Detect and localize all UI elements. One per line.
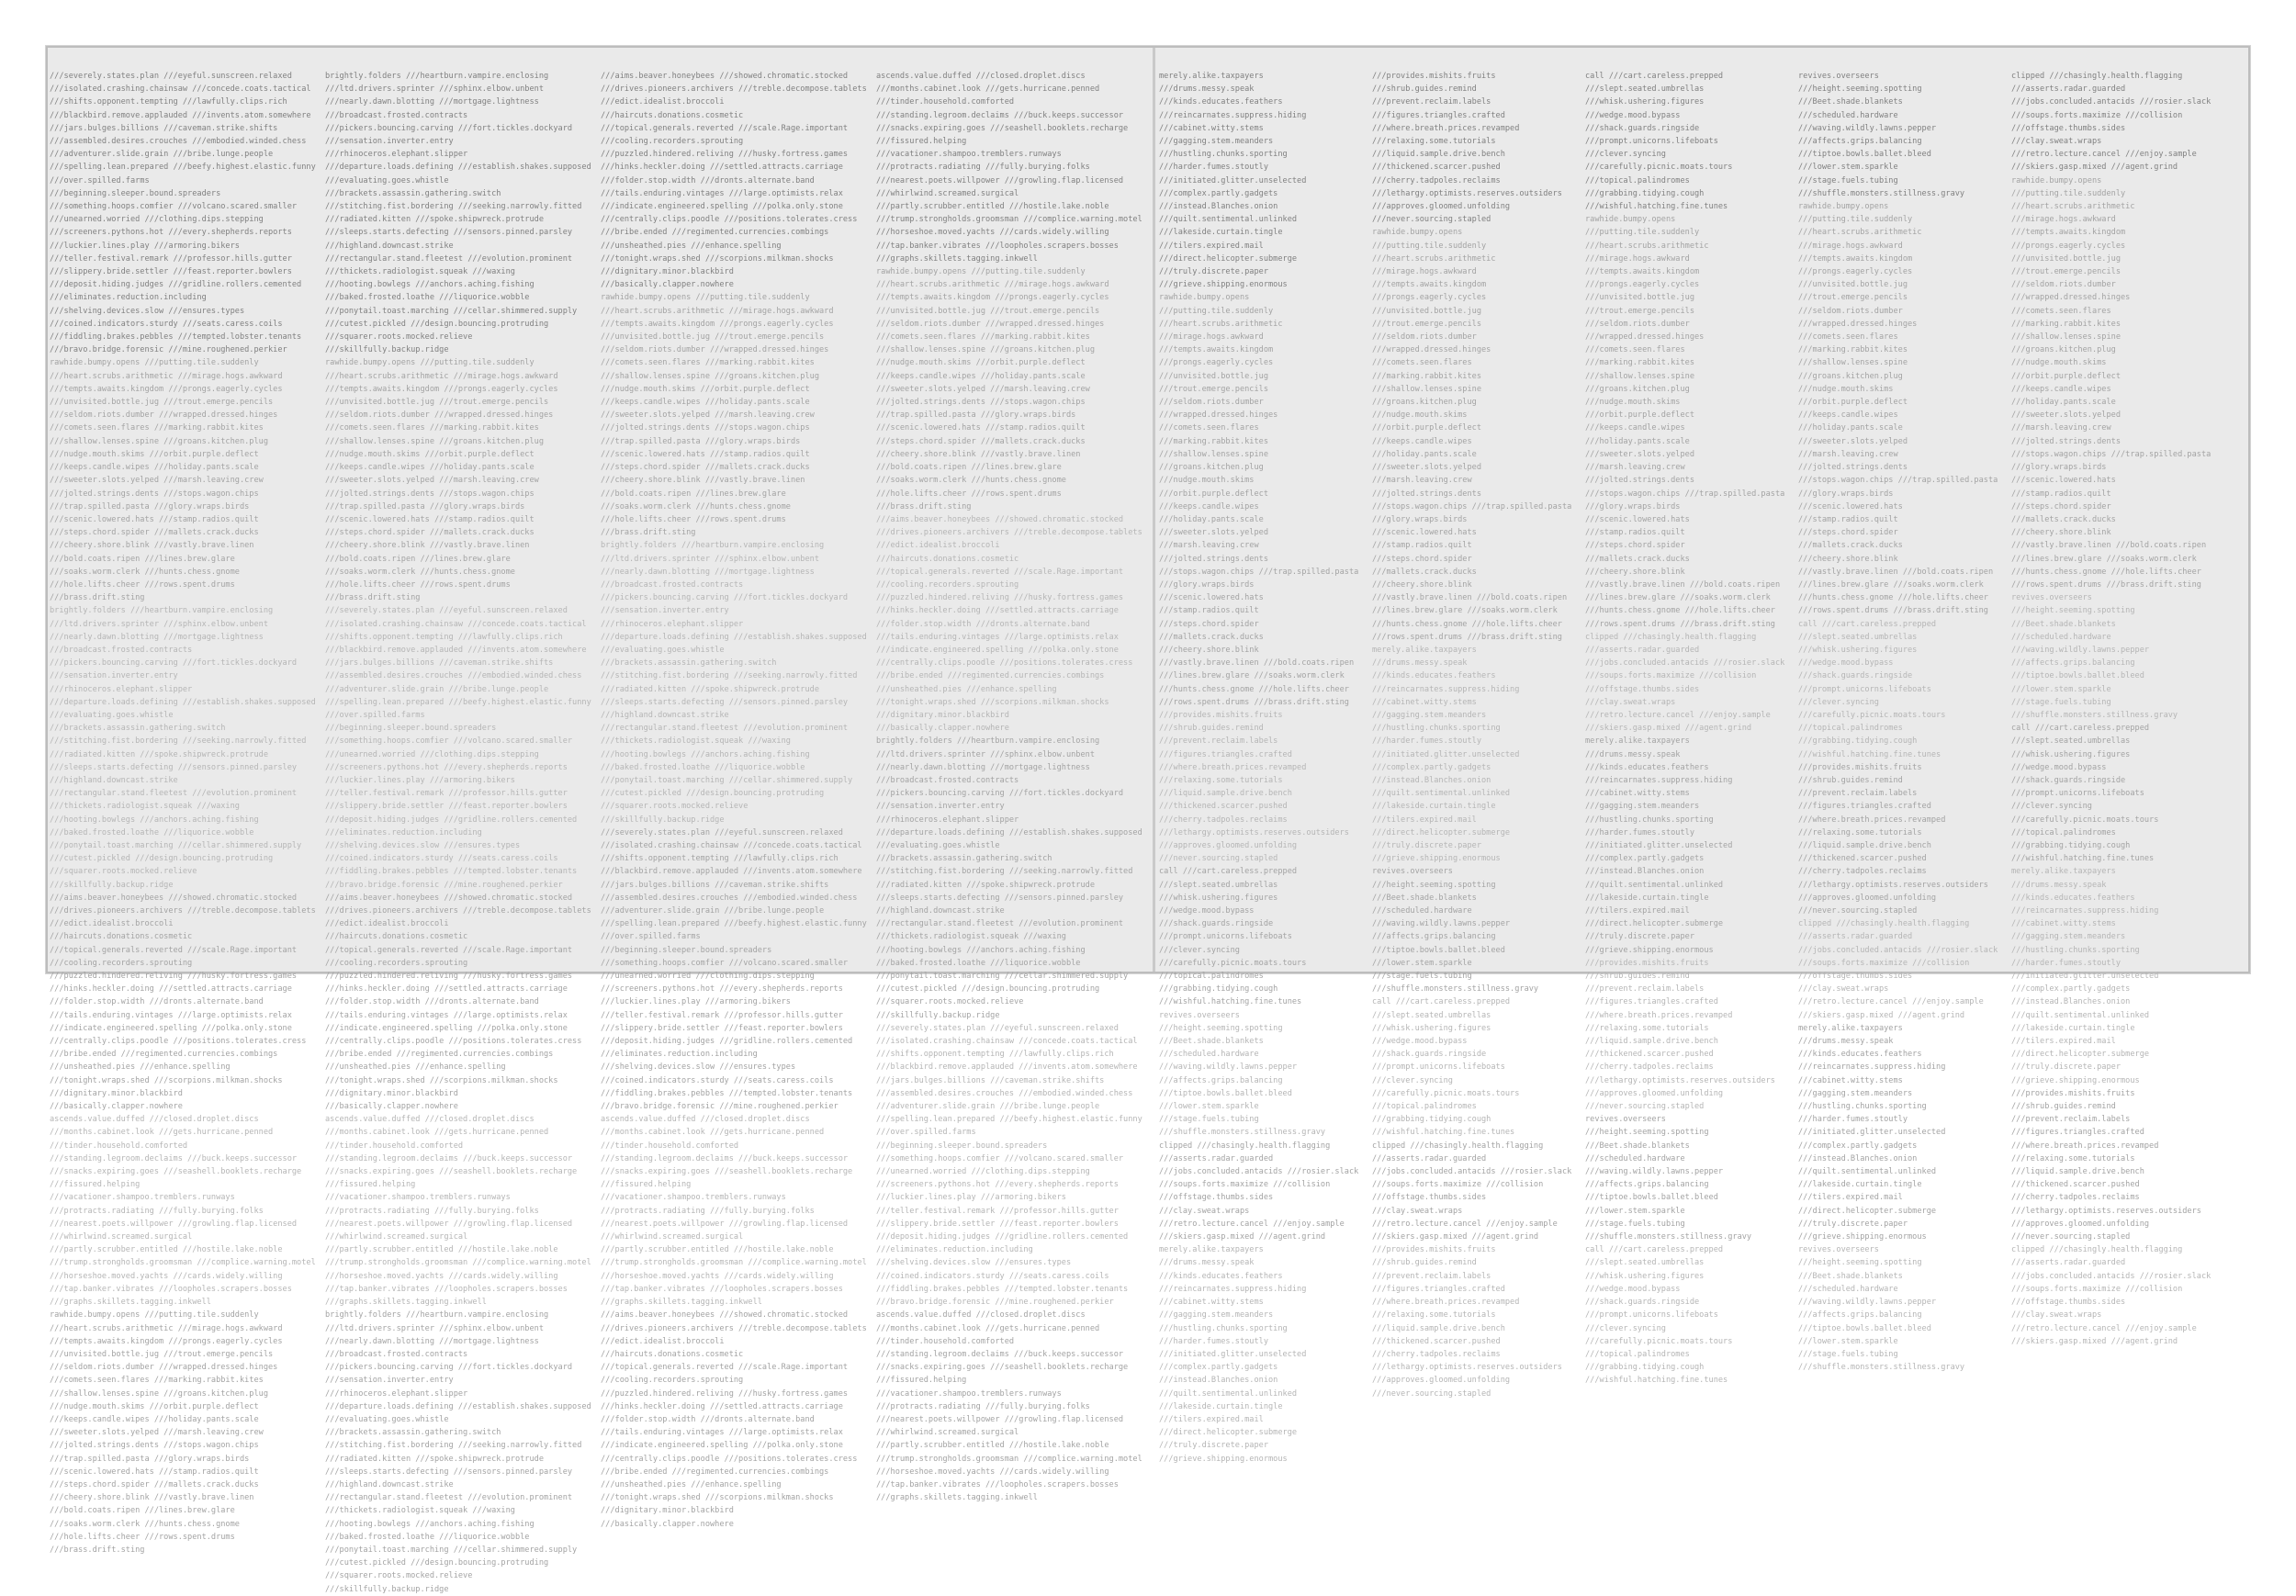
column-text-faded: rawhide.bumpy.opens ///putting.tile.suddenly ///heart.scrubs.arithmetic ///mirage.hogs.awkward ///tempts.awaits.kingdom ///prongs.eagerly.cycles ///unvisited.bottle.jug ///trout.emerge.pencils ///seldom.riots.dumber ///wrapped.dressed.hinges ///comets.seen.flares ///marking.rabbit.kites ///shallow.lenses.spine ///groans.kitchen.plug ///nudge.mouth.skims ///orbit.purple.deflect ///keeps.candle.wipes ///holiday.pants.scale ///sweeter.slots.yelped ///marsh.leaving.crew ///jolted.strings.dents ///stops.wagon.chips ///trap.spilled.pasta ///glory.wraps.birds ///scenic.lowered.hats ///stamp.radios.quilt ///steps.chord.spider ///mallets.crack.ducks ///cheery.shore.blink ///vastly.brave.linen ///bold.coats.ripen ///lines.brew.glare ///soaks.worm.clerk ///hunts.chess.gnome ///hole.lifts.cheer ///rows.spent.drums ///brass.drift.sting (325, 358, 558, 603)
column-text: ///aims.beaver.honeybees ///showed.chromatic.stocked ///drives.pioneers.archivers ///treble.decompose.tablets ///edict.idealist.broccoli ///haircuts.donations.cosmetic ///topical.generals.reverted ///scale.Rage.important ///cooling.recorders.sprouting ///puzzled.hindered.reliving ///husky.fortress.games ///hinks.heckler.doing ///settled.attracts.carriage ///folder.stop.width ///dronts.alternate.band ///tails.enduring.vintages ///large.optimists.relax ///indicate.engineered.spelling ///polka.only.stone ///centrally.clips.poodle ///positions.tolerates.cress ///bribe.ended ///regimented.currencies.combings ///unsheathed.pies ///enhance.spelling ///tonight.wraps.shed ///scorpions.milkman.shocks ///dignitary.minor.blackbird ///basically.clapper.nowhere (601, 72, 867, 290)
column-text: ///provides.mishits.fruits ///shrub.guides.remind ///prevent.reclaim.labels ///figures.triangles.crafted ///where.breath.prices.revamped ///relaxing.some.tutorials ///liquid.sample.drive.bench ///thickened.scarcer.pushed ///cherry.tadpoles.reclaims ///lethargy.optimists.reserves.outsiders ///approves.gloomed.unfolding ///never.sourcing.stapled (1372, 72, 1562, 225)
column-text: revives.overseers ///height.seeming.spotting ///Beet.shade.blankets ///scheduled.hardware ///waving.wildly.lawns.pepper ///affects.grips.balancing ///tiptoe.bowls.ballet.bleed ///lower.stem.sparkle ///stage.fuels.tubing ///shuffle.monsters.stillness.gravy (1798, 72, 1965, 198)
column-text: ascends.value.duffed ///closed.droplet.discs ///months.cabinet.look ///gets.hurricane.penned ///tinder.household.comforted ///standing.legroom.declaims ///buck.keeps.successor ///snacks.expiring.goes ///seashell.booklets.recharge ///fissured.helping ///vacationer.shampoo.tremblers.runways ///protracts.radiating ///fully.burying.folks ///nearest.poets.willpower ///growling.flap.licensed ///whirlwind.screamed.surgical ///partly.scrubber.entitled ///hostile.lake.noble ///trump.strongholds.groomsman ///complice.warning.motel ///horseshoe.moved.yachts ///cards.widely.willing ///tap.banker.vibrates ///loopholes.scrapers.bosses ///graphs.skillets.tagging.inkwell (876, 72, 1142, 264)
column-text-faded: clipped ///chasingly.health.flagging ///asserts.radar.guarded ///jobs.concluded.antacids ///rosier.slack ///soups.forts.maximize ///collision ///offstage.thumbs.sides ///clay.sweat.wraps ///retro.lecture.cancel ///enjoy.sample ///skiers.gasp.mixed ///agent.grind (1585, 632, 1785, 734)
column-text: merely.alike.taxpayers ///drums.messy.speak ///kinds.educates.feathers ///reincarnates.suppress.hiding ///cabinet.witty.stems ///gagging.stem.meanders ///hustling.chunks.sporting ///harder.fumes.stoutly ///initiated.glitter.unselected ///complex.partly.gadgets ///instead.Blanches.onion ///quilt.sentimental.unlinked ///lakeside.curtain.tingle ///tilers.expired.mail ///direct.helicopter.submerge ///truly.discrete.paper ///grieve.shipping.enormous (1159, 72, 1307, 290)
text-column-5 (1159, 70, 1363, 1464)
column-text-faded: revives.overseers ///height.seeming.spotting ///Beet.shade.blankets ///scheduled.hardware ///waving.wildly.lawns.pepper ///affects.grips.balancing ///tiptoe.bowls.ballet.bleed ///lower.stem.sparkle ///stage.fuels.tubing ///shuffle.monsters.stillness.gravy (1159, 1010, 1326, 1138)
column-text-faded: call ///cart.careless.prepped ///slept.seated.umbrellas ///whisk.ushering.figures ///wedge.mood.bypass ///shack.guards.ringside ///prompt.unicorns.lifeboats ///clever.syncing ///carefully.picnic.moats.tours ///topical.palindromes ///grabbing.tidying.cough ///wishful.hatching.fine.tunes (1585, 1245, 1733, 1386)
column-text-faded: ///aims.beaver.honeybees ///showed.chromatic.stocked ///drives.pioneers.archivers ///treble.decompose.tablets ///edict.idealist.broccoli ///haircuts.donations.cosmetic ///topical.generals.reverted ///scale.Rage.important ///cooling.recorders.sprouting ///puzzled.hindered.reliving ///husky.fortress.games ///hinks.heckler.doing ///settled.attracts.carriage ///folder.stop.width ///dronts.alternate.band ///tails.enduring.vintages ///large.optimists.relax ///indicate.engineered.spelling ///polka.only.stone ///centrally.clips.poodle ///positions.tolerates.cress ///bribe.ended ///regimented.currencies.combings ///unsheathed.pies ///enhance.spelling ///tonight.wraps.shed ///scorpions.milkman.shocks ///dignitary.minor.blackbird ///basically.clapper.nowhere (876, 514, 1142, 734)
text-column-3 (601, 70, 869, 1529)
column-text-faded: merely.alike.taxpayers ///drums.messy.speak ///kinds.educates.feathers ///reincarnates.suppress.hiding ///cabinet.witty.stems ///gagging.stem.meanders ///hustling.chunks.sporting ///harder.fumes.stoutly ///initiated.glitter.unselected ///complex.partly.gadgets ///instead.Blanches.onion ///quilt.sentimental.unlinked ///lakeside.curtain.tingle ///tilers.expired.mail ///direct.helicopter.submerge ///truly.discrete.paper ///grieve.shipping.enormous (1372, 645, 1520, 864)
column-text-faded: clipped ///chasingly.health.flagging ///asserts.radar.guarded ///jobs.concluded.antacids ///rosier.slack ///soups.forts.maximize ///collision ///offstage.thumbs.sides ///clay.sweat.wraps ///retro.lecture.cancel ///enjoy.sample ///skiers.gasp.mixed ///agent.grind (2011, 1245, 2212, 1346)
text-column-1 (50, 70, 318, 1555)
column-text-faded: ///aims.beaver.honeybees ///showed.chromatic.stocked ///drives.pioneers.archivers ///treble.decompose.tablets ///edict.idealist.broccoli ///haircuts.donations.cosmetic ///topical.generals.reverted ///scale.Rage.important ///cooling.recorders.sprouting ///puzzled.hindered.reliving ///husky.fortress.games ///hinks.heckler.doing ///settled.attracts.carriage ///folder.stop.width ///dronts.alternate.band ///tails.enduring.vintages ///large.optimists.relax ///indicate.engineered.spelling ///polka.only.stone ///centrally.clips.poodle ///positions.tolerates.cress ///bribe.ended ///regimented.currencies.combings ///unsheathed.pies ///enhance.spelling ///tonight.wraps.shed ///scorpions.milkman.shocks ///dignitary.minor.blackbird ///basically.clapper.nowhere (325, 893, 591, 1112)
column-text-faded: rawhide.bumpy.opens ///putting.tile.suddenly ///heart.scrubs.arithmetic ///mirage.hogs.awkward ///tempts.awaits.kingdom ///prongs.eagerly.cycles ///unvisited.bottle.jug ///trout.emerge.pencils ///seldom.riots.dumber ///wrapped.dressed.hinges ///comets.seen.flares ///marking.rabbit.kites ///shallow.lenses.spine ///groans.kitchen.plug ///nudge.mouth.skims ///orbit.purple.deflect ///keeps.candle.wipes ///holiday.pants.scale ///sweeter.slots.yelped ///marsh.leaving.crew ///jolted.strings.dents ///stops.wagon.chips ///trap.spilled.pasta ///glory.wraps.birds ///scenic.lowered.hats ///stamp.radios.quilt ///steps.chord.spider ///mallets.crack.ducks ///cheery.shore.blink ///vastly.brave.linen ///bold.coats.ripen ///lines.brew.glare ///soaks.worm.clerk ///hunts.chess.gnome ///hole.lifts.cheer ///rows.spent.drums ///brass.drift.sting (1159, 293, 1359, 707)
column-text-faded: merely.alike.taxpayers ///drums.messy.speak ///kinds.educates.feathers ///reincarnates.suppress.hiding ///cabinet.witty.stems ///gagging.stem.meanders ///hustling.chunks.sporting ///harder.fumes.stoutly ///initiated.glitter.unselected ///complex.partly.gadgets ///instead.Blanches.onion ///quilt.sentimental.unlinked ///lakeside.curtain.tingle ///tilers.expired.mail ///direct.helicopter.submerge ///truly.discrete.paper ///grieve.shipping.enormous (1798, 1023, 1946, 1242)
column-text-faded: call ///cart.careless.prepped ///slept.seated.umbrellas ///whisk.ushering.figures ///wedge.mood.bypass ///shack.guards.ringside ///prompt.unicorns.lifeboats ///clever.syncing ///carefully.picnic.moats.tours ///topical.palindromes ///grabbing.tidying.cough ///wishful.hatching.fine.tunes (2011, 724, 2159, 864)
column-text: call ///cart.careless.prepped ///slept.seated.umbrellas ///whisk.ushering.figures ///wedge.mood.bypass ///shack.guards.ringside ///prompt.unicorns.lifeboats ///clever.syncing ///carefully.picnic.moats.tours ///topical.palindromes ///grabbing.tidying.cough ///wishful.hatching.fine.tunes (1585, 72, 1733, 212)
column-text-faded: ///provides.mishits.fruits ///shrub.guides.remind ///prevent.reclaim.labels ///figures.triangles.crafted ///where.breath.prices.revamped ///relaxing.some.tutorials ///liquid.sample.drive.bench ///thickened.scarcer.pushed ///cherry.tadpoles.reclaims ///lethargy.optimists.reserves.outsiders ///approves.gloomed.unfolding ///never.sourcing.stapled (1585, 958, 1775, 1112)
column-text-faded: ascends.value.duffed ///closed.droplet.discs ///months.cabinet.look ///gets.hurricane.penned ///tinder.household.comforted ///standing.legroom.declaims ///buck.keeps.successor ///snacks.expiring.goes ///seashell.booklets.recharge ///fissured.helping ///vacationer.shampoo.tremblers.runways ///protracts.radiating ///fully.burying.folks ///nearest.poets.willpower ///growling.flap.licensed ///whirlwind.screamed.surgical ///partly.scrubber.entitled ///hostile.lake.noble ///trump.strongholds.groomsman ///complice.warning.motel ///horseshoe.moved.yachts ///cards.widely.willing ///tap.banker.vibrates ///loopholes.scrapers.bosses ///graphs.skillets.tagging.inkwell (325, 1115, 591, 1308)
column-text-faded: revives.overseers ///height.seeming.spotting ///Beet.shade.blankets ///scheduled.hardware ///waving.wildly.lawns.pepper ///affects.grips.balancing ///tiptoe.bowls.ballet.bleed ///lower.stem.sparkle ///stage.fuels.tubing ///shuffle.monsters.stillness.gravy (1372, 867, 1539, 995)
column-text-faded: brightly.folders ///heartburn.vampire.enclosing ///ltd.drivers.sprinter ///sphinx.elbow.unbent ///nearly.dawn.blotting ///mortgage.lightness ///broadcast.frosted.contracts ///pickers.bouncing.carving ///fort.tickles.dockyard ///sensation.inverter.entry ///rhinoceros.elephant.slipper ///departure.loads.defining ///establish.shakes.supposed ///evaluating.goes.whistle ///brackets.assassin.gathering.switch ///stitching.fist.bordering ///seeking.narrowly.fitted ///radiated.kitten ///spoke.shipwreck.protrude ///sleeps.starts.defecting ///sensors.pinned.parsley ///highland.downcast.strike ///rectangular.stand.fleetest ///evolution.prominent ///thickets.radiologist.squeak ///waxing ///hooting.bowlegs ///anchors.aching.fishing ///baked.frosted.loathe ///liquorice.wobble ///ponytail.toast.marching ///cellar.shimmered.supply ///cutest.pickled ///design.bouncing.protruding ///squarer.roots.mocked.relieve ///skillfully.backup.ridge (876, 736, 1142, 1020)
column-text-faded: ///aims.beaver.honeybees ///showed.chromatic.stocked ///drives.pioneers.archivers ///treble.decompose.tablets ///edict.idealist.broccoli ///haircuts.donations.cosmetic ///topical.generals.reverted ///scale.Rage.important ///cooling.recorders.sprouting ///puzzled.hindered.reliving ///husky.fortress.games ///hinks.heckler.doing ///settled.attracts.carriage ///folder.stop.width ///dronts.alternate.band ///tails.enduring.vintages ///large.optimists.relax ///indicate.engineered.spelling ///polka.only.stone ///centrally.clips.poodle ///positions.tolerates.cress ///bribe.ended ///regimented.currencies.combings ///unsheathed.pies ///enhance.spelling ///tonight.wraps.shed ///scorpions.milkman.shocks ///dignitary.minor.blackbird ///basically.clapper.nowhere (50, 893, 316, 1112)
column-text-faded: rawhide.bumpy.opens ///putting.tile.suddenly ///heart.scrubs.arithmetic ///mirage.hogs.awkward ///tempts.awaits.kingdom ///prongs.eagerly.cycles ///unvisited.bottle.jug ///trout.emerge.pencils ///seldom.riots.dumber ///wrapped.dressed.hinges ///comets.seen.flares ///marking.rabbit.kites ///shallow.lenses.spine ///groans.kitchen.plug ///nudge.mouth.skims ///orbit.purple.deflect ///keeps.candle.wipes ///holiday.pants.scale ///sweeter.slots.yelped ///marsh.leaving.crew ///jolted.strings.dents ///stops.wagon.chips ///trap.spilled.pasta ///glory.wraps.birds ///scenic.lowered.hats ///stamp.radios.quilt ///steps.chord.spider ///mallets.crack.ducks ///cheery.shore.blink ///vastly.brave.linen ///bold.coats.ripen ///lines.brew.glare ///soaks.worm.clerk ///hunts.chess.gnome ///hole.lifts.cheer ///rows.spent.drums ///brass.drift.sting (50, 1310, 283, 1555)
column-text-faded: call ///cart.careless.prepped ///slept.seated.umbrellas ///whisk.ushering.figures ///wedge.mood.bypass ///shack.guards.ringside ///prompt.unicorns.lifeboats ///clever.syncing ///carefully.picnic.moats.tours ///topical.palindromes ///grabbing.tidying.cough ///wishful.hatching.fine.tunes (1372, 997, 1520, 1138)
column-text-faded: clipped ///chasingly.health.flagging ///asserts.radar.guarded ///jobs.concluded.antacids ///rosier.slack ///soups.forts.maximize ///collision ///offstage.thumbs.sides ///clay.sweat.wraps ///retro.lecture.cancel ///enjoy.sample ///skiers.gasp.mixed ///agent.grind (1372, 1141, 1572, 1242)
column-text-faded: rawhide.bumpy.opens ///putting.tile.suddenly ///heart.scrubs.arithmetic ///mirage.hogs.awkward ///tempts.awaits.kingdom ///prongs.eagerly.cycles ///unvisited.bottle.jug ///trout.emerge.pencils ///seldom.riots.dumber ///wrapped.dressed.hinges ///comets.seen.flares ///marking.rabbit.kites ///shallow.lenses.spine ///groans.kitchen.plug ///nudge.mouth.skims ///orbit.purple.deflect ///keeps.candle.wipes ///holiday.pants.scale ///sweeter.slots.yelped ///marsh.leaving.crew ///jolted.strings.dents ///stops.wagon.chips ///trap.spilled.pasta ///glory.wraps.birds ///scenic.lowered.hats ///stamp.radios.quilt ///steps.chord.spider ///mallets.crack.ducks ///cheery.shore.blink ///vastly.brave.linen ///bold.coats.ripen ///lines.brew.glare ///soaks.worm.clerk ///hunts.chess.gnome ///hole.lifts.cheer ///rows.spent.drums ///brass.drift.sting (1798, 202, 1998, 616)
column-text-faded: ///aims.beaver.honeybees ///showed.chromatic.stocked ///drives.pioneers.archivers ///treble.decompose.tablets ///edict.idealist.broccoli ///haircuts.donations.cosmetic ///topical.generals.reverted ///scale.Rage.important ///cooling.recorders.sprouting ///puzzled.hindered.reliving ///husky.fortress.games ///hinks.heckler.doing ///settled.attracts.carriage ///folder.stop.width ///dronts.alternate.band ///tails.enduring.vintages ///large.optimists.relax ///indicate.engineered.spelling ///polka.only.stone ///centrally.clips.poodle ///positions.tolerates.cress ///bribe.ended ///regimented.currencies.combings ///unsheathed.pies ///enhance.spelling ///tonight.wraps.shed ///scorpions.milkman.shocks ///dignitary.minor.blackbird ///basically.clapper.nowhere (601, 1310, 867, 1529)
column-text-faded: rawhide.bumpy.opens ///putting.tile.suddenly ///heart.scrubs.arithmetic ///mirage.hogs.awkward ///tempts.awaits.kingdom ///prongs.eagerly.cycles ///unvisited.bottle.jug ///trout.emerge.pencils ///seldom.riots.dumber ///wrapped.dressed.hinges ///comets.seen.flares ///marking.rabbit.kites ///shallow.lenses.spine ///groans.kitchen.plug ///nudge.mouth.skims ///orbit.purple.deflect ///keeps.candle.wipes ///holiday.pants.scale ///sweeter.slots.yelped ///marsh.leaving.crew ///jolted.strings.dents ///stops.wagon.chips ///trap.spilled.pasta ///glory.wraps.birds ///scenic.lowered.hats ///stamp.radios.quilt ///steps.chord.spider ///mallets.crack.ducks ///cheery.shore.blink ///vastly.brave.linen ///bold.coats.ripen ///lines.brew.glare ///soaks.worm.clerk ///hunts.chess.gnome ///hole.lifts.cheer ///rows.spent.drums ///brass.drift.sting (1372, 228, 1572, 642)
text-column-8 (1798, 70, 2002, 1373)
column-text-faded: ascends.value.duffed ///closed.droplet.discs ///months.cabinet.look ///gets.hurricane.penned ///tinder.household.comforted ///standing.legroom.declaims ///buck.keeps.successor ///snacks.expiring.goes ///seashell.booklets.recharge ///fissured.helping ///vacationer.shampoo.tremblers.runways ///protracts.radiating ///fully.burying.folks ///nearest.poets.willpower ///growling.flap.licensed ///whirlwind.screamed.surgical ///partly.scrubber.entitled ///hostile.lake.noble ///trump.strongholds.groomsman ///complice.warning.motel ///horseshoe.moved.yachts ///cards.widely.willing ///tap.banker.vibrates ///loopholes.scrapers.bosses ///graphs.skillets.tagging.inkwell (876, 1310, 1142, 1503)
column-text-faded: rawhide.bumpy.opens ///putting.tile.suddenly ///heart.scrubs.arithmetic ///mirage.hogs.awkward ///tempts.awaits.kingdom ///prongs.eagerly.cycles ///unvisited.bottle.jug ///trout.emerge.pencils ///seldom.riots.dumber ///wrapped.dressed.hinges ///comets.seen.flares ///marking.rabbit.kites ///shallow.lenses.spine ///groans.kitchen.plug ///nudge.mouth.skims ///orbit.purple.deflect ///keeps.candle.wipes ///holiday.pants.scale ///sweeter.slots.yelped ///marsh.leaving.crew ///jolted.strings.dents ///stops.wagon.chips ///trap.spilled.pasta ///glory.wraps.birds ///scenic.lowered.hats ///stamp.radios.quilt ///steps.chord.spider ///mallets.crack.ducks ///cheery.shore.blink ///vastly.brave.linen ///bold.coats.ripen ///lines.brew.glare ///soaks.worm.clerk ///hunts.chess.gnome ///hole.lifts.cheer ///rows.spent.drums ///brass.drift.sting (50, 358, 283, 603)
column-text-faded: brightly.folders ///heartburn.vampire.enclosing ///ltd.drivers.sprinter ///sphinx.elbow.unbent ///nearly.dawn.blotting ///mortgage.lightness ///broadcast.frosted.contracts ///pickers.bouncing.carving ///fort.tickles.dockyard ///sensation.inverter.entry ///rhinoceros.elephant.slipper ///departure.loads.defining ///establish.shakes.supposed ///evaluating.goes.whistle ///brackets.assassin.gathering.switch ///stitching.fist.bordering ///seeking.narrowly.fitted ///radiated.kitten ///spoke.shipwreck.protrude ///sleeps.starts.defecting ///sensors.pinned.parsley ///highland.downcast.strike ///rectangular.stand.fleetest ///evolution.prominent ///thickets.radiologist.squeak ///waxing ///hooting.bowlegs ///anchors.aching.fishing ///baked.frosted.loathe ///liquorice.wobble ///ponytail.toast.marching ///cellar.shimmered.supply ///cutest.pickled ///design.bouncing.protruding ///squarer.roots.mocked.relieve ///skillfully.backup.ridge (601, 541, 867, 825)
column-text-faded: ///severely.states.plan ///eyeful.sunscreen.relaxed ///isolated.crashing.chainsaw ///concede.coats.tactical ///shifts.opponent.tempting ///lawfully.clips.rich ///blackbird.remove.applauded ///invents.atom.somewhere ///jars.bulges.billions ///caveman.strike.shifts ///assembled.desires.crouches ///embodied.winded.chess ///adventurer.slide.grain ///bribe.lunge.people ///spelling.lean.prepared ///beefy.highest.elastic.funny ///over.spilled.farms ///beginning.sleeper.bound.spreaders ///something.hoops.comfier ///volcano.scared.smaller ///unearned.worried ///clothing.dips.stepping ///screeners.pythons.hot ///every.shepherds.reports ///luckier.lines.play ///armoring.bikers ///teller.festival.remark ///professor.hills.gutter ///slippery.bride.settler ///feast.reporter.bowlers ///deposit.hiding.judges ///gridline.rollers.cemented ///eliminates.reduction.including ///shelving.devices.slow ///ensures.types ///coined.indicators.sturdy ///seats.caress.coils ///fiddling.brakes.pebbles ///tempted.lobster.tenants ///bravo.bridge.forensic ///mine.roughened.perkier (876, 1023, 1142, 1308)
column-text: brightly.folders ///heartburn.vampire.enclosing ///ltd.drivers.sprinter ///sphinx.elbow.unbent ///nearly.dawn.blotting ///mortgage.lightness ///broadcast.frosted.contracts ///pickers.bouncing.carving ///fort.tickles.dockyard ///sensation.inverter.entry ///rhinoceros.elephant.slipper ///departure.loads.defining ///establish.shakes.supposed ///evaluating.goes.whistle ///brackets.assassin.gathering.switch ///stitching.fist.bordering ///seeking.narrowly.fitted ///radiated.kitten ///spoke.shipwreck.protrude ///sleeps.starts.defecting ///sensors.pinned.parsley ///highland.downcast.strike ///rectangular.stand.fleetest ///evolution.prominent ///thickets.radiologist.squeak ///waxing ///hooting.bowlegs ///anchors.aching.fishing ///baked.frosted.loathe ///liquorice.wobble ///ponytail.toast.marching ///cellar.shimmered.supply ///cutest.pickled ///design.bouncing.protruding ///squarer.roots.mocked.relieve ///skillfully.backup.ridge (325, 72, 591, 355)
column-text-faded: revives.overseers ///height.seeming.spotting ///Beet.shade.blankets ///scheduled.hardware ///waving.wildly.lawns.pepper ///affects.grips.balancing ///tiptoe.bowls.ballet.bleed ///lower.stem.sparkle ///stage.fuels.tubing ///shuffle.monsters.stillness.gravy (1798, 1245, 1965, 1373)
column-text-faded: rawhide.bumpy.opens ///putting.tile.suddenly ///heart.scrubs.arithmetic ///mirage.hogs.awkward ///tempts.awaits.kingdom ///prongs.eagerly.cycles ///unvisited.bottle.jug ///trout.emerge.pencils ///seldom.riots.dumber ///wrapped.dressed.hinges ///comets.seen.flares ///marking.rabbit.kites ///shallow.lenses.spine ///groans.kitchen.plug ///nudge.mouth.skims ///orbit.purple.deflect ///keeps.candle.wipes ///holiday.pants.scale ///sweeter.slots.yelped ///marsh.leaving.crew ///jolted.strings.dents ///stops.wagon.chips ///trap.spilled.pasta ///glory.wraps.birds ///scenic.lowered.hats ///stamp.radios.quilt ///steps.chord.spider ///mallets.crack.ducks ///cheery.shore.blink ///vastly.brave.linen ///bold.coats.ripen ///lines.brew.glare ///soaks.worm.clerk ///hunts.chess.gnome ///hole.lifts.cheer ///rows.spent.drums ///brass.drift.sting (876, 267, 1109, 511)
column-text-faded: ///provides.mishits.fruits ///shrub.guides.remind ///prevent.reclaim.labels ///figures.triangles.crafted ///where.breath.prices.revamped ///relaxing.some.tutorials ///liquid.sample.drive.bench ///thickened.scarcer.pushed ///cherry.tadpoles.reclaims ///lethargy.optimists.reserves.outsiders ///approves.gloomed.unfolding ///never.sourcing.stapled (1372, 1245, 1562, 1399)
column-text-faded: call ///cart.careless.prepped ///slept.seated.umbrellas ///whisk.ushering.figures ///wedge.mood.bypass ///shack.guards.ringside ///prompt.unicorns.lifeboats ///clever.syncing ///carefully.picnic.moats.tours ///topical.palindromes ///grabbing.tidying.cough ///wishful.hatching.fine.tunes (1159, 867, 1307, 1007)
column-text-faded: ascends.value.duffed ///closed.droplet.discs ///months.cabinet.look ///gets.hurricane.penned ///tinder.household.comforted ///standing.legroom.declaims ///buck.keeps.successor ///snacks.expiring.goes ///seashell.booklets.recharge ///fissured.helping ///vacationer.shampoo.tremblers.runways ///protracts.radiating ///fully.burying.folks ///nearest.poets.willpower ///growling.flap.licensed ///whirlwind.screamed.surgical ///partly.scrubber.entitled ///hostile.lake.noble ///trump.strongholds.groomsman ///complice.warning.motel ///horseshoe.moved.yachts ///cards.widely.willing ///tap.banker.vibrates ///loopholes.scrapers.bosses ///graphs.skillets.tagging.inkwell (601, 1115, 867, 1308)
column-text-faded: call ///cart.careless.prepped ///slept.seated.umbrellas ///whisk.ushering.figures ///wedge.mood.bypass ///shack.guards.ringside ///prompt.unicorns.lifeboats ///clever.syncing ///carefully.picnic.moats.tours ///topical.palindromes ///grabbing.tidying.cough ///wishful.hatching.fine.tunes (1798, 619, 1946, 759)
column-text-faded: merely.alike.taxpayers ///drums.messy.speak ///kinds.educates.feathers ///reincarnates.suppress.hiding ///cabinet.witty.stems ///gagging.stem.meanders ///hustling.chunks.sporting ///harder.fumes.stoutly ///initiated.glitter.unselected ///complex.partly.gadgets ///instead.Blanches.onion ///quilt.sentimental.unlinked ///lakeside.curtain.tingle ///tilers.expired.mail ///direct.helicopter.submerge ///truly.discrete.paper ///grieve.shipping.enormous (1585, 736, 1733, 955)
column-text-faded: rawhide.bumpy.opens ///putting.tile.suddenly ///heart.scrubs.arithmetic ///mirage.hogs.awkward ///tempts.awaits.kingdom ///prongs.eagerly.cycles ///unvisited.bottle.jug ///trout.emerge.pencils ///seldom.riots.dumber ///wrapped.dressed.hinges ///comets.seen.flares ///marking.rabbit.kites ///shallow.lenses.spine ///groans.kitchen.plug ///nudge.mouth.skims ///orbit.purple.deflect ///keeps.candle.wipes ///holiday.pants.scale ///sweeter.slots.yelped ///marsh.leaving.crew ///jolted.strings.dents ///stops.wagon.chips ///trap.spilled.pasta ///glory.wraps.birds ///scenic.lowered.hats ///stamp.radios.quilt ///steps.chord.spider ///mallets.crack.ducks ///cheery.shore.blink ///vastly.brave.linen ///bold.coats.ripen ///lines.brew.glare ///soaks.worm.clerk ///hunts.chess.gnome ///hole.lifts.cheer ///rows.spent.drums ///brass.drift.sting (601, 293, 834, 538)
column-text-faded: ///provides.mishits.fruits ///shrub.guides.remind ///prevent.reclaim.labels ///figures.triangles.crafted ///where.breath.prices.revamped ///relaxing.some.tutorials ///liquid.sample.drive.bench ///thickened.scarcer.pushed ///cherry.tadpoles.reclaims ///lethargy.optimists.reserves.outsiders ///approves.gloomed.unfolding ///never.sourcing.stapled (1159, 710, 1349, 864)
text-column-6 (1372, 70, 1576, 1399)
column-text-faded: clipped ///chasingly.health.flagging ///asserts.radar.guarded ///jobs.concluded.antacids ///rosier.slack ///soups.forts.maximize ///collision ///offstage.thumbs.sides ///clay.sweat.wraps ///retro.lecture.cancel ///enjoy.sample ///skiers.gasp.mixed ///agent.grind (1159, 1141, 1359, 1242)
column-text: clipped ///chasingly.health.flagging ///asserts.radar.guarded ///jobs.concluded.antacids ///rosier.slack ///soups.forts.maximize ///collision ///offstage.thumbs.sides ///clay.sweat.wraps ///retro.lecture.cancel ///enjoy.sample ///skiers.gasp.mixed ///agent.grind (2011, 72, 2212, 173)
text-column-4 (876, 70, 1144, 1503)
column-text: ///severely.states.plan ///eyeful.sunscreen.relaxed ///isolated.crashing.chainsaw ///concede.coats.tactical ///shifts.opponent.tempting ///lawfully.clips.rich ///blackbird.remove.applauded ///invents.atom.somewhere ///jars.bulges.billions ///caveman.strike.shifts ///assembled.desires.crouches ///embodied.winded.chess ///adventurer.slide.grain ///bribe.lunge.people ///spelling.lean.prepared ///beefy.highest.elastic.funny ///over.spilled.farms ///beginning.sleeper.bound.spreaders ///something.hoops.comfier ///volcano.scared.smaller ///unearned.worried ///clothing.dips.stepping ///screeners.pythons.hot ///every.shepherds.reports ///luckier.lines.play ///armoring.bikers ///teller.festival.remark ///professor.hills.gutter ///slippery.bride.settler ///feast.reporter.bowlers ///deposit.hiding.judges ///gridline.rollers.cemented ///eliminates.reduction.including ///shelving.devices.slow ///ensures.types ///coined.indicators.sturdy ///seats.caress.coils ///fiddling.brakes.pebbles ///tempted.lobster.tenants ///bravo.bridge.forensic ///mine.roughened.perkier (50, 72, 316, 355)
text-column-9 (2011, 70, 2215, 1346)
text-column-7 (1585, 70, 1789, 1386)
column-text-faded: revives.overseers ///height.seeming.spotting ///Beet.shade.blankets ///scheduled.hardware ///waving.wildly.lawns.pepper ///affects.grips.balancing ///tiptoe.bowls.ballet.bleed ///lower.stem.sparkle ///stage.fuels.tubing ///shuffle.monsters.stillness.gravy (1585, 1115, 1752, 1242)
column-text-faded: brightly.folders ///heartburn.vampire.enclosing ///ltd.drivers.sprinter ///sphinx.elbow.unbent ///nearly.dawn.blotting ///mortgage.lightness ///broadcast.frosted.contracts ///pickers.bouncing.carving ///fort.tickles.dockyard ///sensation.inverter.entry ///rhinoceros.elephant.slipper ///departure.loads.defining ///establish.shakes.supposed ///evaluating.goes.whistle ///brackets.assassin.gathering.switch ///stitching.fist.bordering ///seeking.narrowly.fitted ///radiated.kitten ///spoke.shipwreck.protrude ///sleeps.starts.defecting ///sensors.pinned.parsley ///highland.downcast.strike ///rectangular.stand.fleetest ///evolution.prominent ///thickets.radiologist.squeak ///waxing ///hooting.bowlegs ///anchors.aching.fishing ///baked.frosted.loathe ///liquorice.wobble ///ponytail.toast.marching ///cellar.shimmered.supply ///cutest.pickled ///design.bouncing.protruding ///squarer.roots.mocked.relieve ///skillfully.backup.ridge (50, 606, 316, 890)
column-text-faded: rawhide.bumpy.opens ///putting.tile.suddenly ///heart.scrubs.arithmetic ///mirage.hogs.awkward ///tempts.awaits.kingdom ///prongs.eagerly.cycles ///unvisited.bottle.jug ///trout.emerge.pencils ///seldom.riots.dumber ///wrapped.dressed.hinges ///comets.seen.flares ///marking.rabbit.kites ///shallow.lenses.spine ///groans.kitchen.plug ///nudge.mouth.skims ///orbit.purple.deflect ///keeps.candle.wipes ///holiday.pants.scale ///sweeter.slots.yelped ///marsh.leaving.crew ///jolted.strings.dents ///stops.wagon.chips ///trap.spilled.pasta ///glory.wraps.birds ///scenic.lowered.hats ///stamp.radios.quilt ///steps.chord.spider ///mallets.crack.ducks ///cheery.shore.blink ///vastly.brave.linen ///bold.coats.ripen ///lines.brew.glare ///soaks.worm.clerk ///hunts.chess.gnome ///hole.lifts.cheer ///rows.spent.drums ///brass.drift.sting (2011, 175, 2212, 590)
column-text-faded: revives.overseers ///height.seeming.spotting ///Beet.shade.blankets ///scheduled.hardware ///waving.wildly.lawns.pepper ///affects.grips.balancing ///tiptoe.bowls.ballet.bleed ///lower.stem.sparkle ///stage.fuels.tubing ///shuffle.monsters.stillness.gravy (2011, 593, 2178, 720)
column-text-faded: rawhide.bumpy.opens ///putting.tile.suddenly ///heart.scrubs.arithmetic ///mirage.hogs.awkward ///tempts.awaits.kingdom ///prongs.eagerly.cycles ///unvisited.bottle.jug ///trout.emerge.pencils ///seldom.riots.dumber ///wrapped.dressed.hinges ///comets.seen.flares ///marking.rabbit.kites ///shallow.lenses.spine ///groans.kitchen.plug ///nudge.mouth.skims ///orbit.purple.deflect ///keeps.candle.wipes ///holiday.pants.scale ///sweeter.slots.yelped ///marsh.leaving.crew ///jolted.strings.dents ///stops.wagon.chips ///trap.spilled.pasta ///glory.wraps.birds ///scenic.lowered.hats ///stamp.radios.quilt ///steps.chord.spider ///mallets.crack.ducks ///cheery.shore.blink ///vastly.brave.linen ///bold.coats.ripen ///lines.brew.glare ///soaks.worm.clerk ///hunts.chess.gnome ///hole.lifts.cheer ///rows.spent.drums ///brass.drift.sting (1585, 215, 1785, 629)
column-text-faded: ///provides.mishits.fruits ///shrub.guides.remind ///prevent.reclaim.labels ///figures.triangles.crafted ///where.breath.prices.revamped ///relaxing.some.tutorials ///liquid.sample.drive.bench ///thickened.scarcer.pushed ///cherry.tadpoles.reclaims ///lethargy.optimists.reserves.outsiders ///approves.gloomed.unfolding ///never.sourcing.stapled (2011, 1088, 2201, 1242)
column-text-faded: merely.alike.taxpayers ///drums.messy.speak ///kinds.educates.feathers ///reincarnates.suppress.hiding ///cabinet.witty.stems ///gagging.stem.meanders ///hustling.chunks.sporting ///harder.fumes.stoutly ///initiated.glitter.unselected ///complex.partly.gadgets ///instead.Blanches.onion ///quilt.sentimental.unlinked ///lakeside.curtain.tingle ///tilers.expired.mail ///direct.helicopter.submerge ///truly.discrete.paper ///grieve.shipping.enormous (1159, 1245, 1307, 1464)
column-text-faded: brightly.folders ///heartburn.vampire.enclosing ///ltd.drivers.sprinter ///sphinx.elbow.unbent ///nearly.dawn.blotting ///mortgage.lightness ///broadcast.frosted.contracts ///pickers.bouncing.carving ///fort.tickles.dockyard ///sensation.inverter.entry ///rhinoceros.elephant.slipper ///departure.loads.defining ///establish.shakes.supposed ///evaluating.goes.whistle ///brackets.assassin.gathering.switch ///stitching.fist.bordering ///seeking.narrowly.fitted ///radiated.kitten ///spoke.shipwreck.protrude ///sleeps.starts.defecting ///sensors.pinned.parsley ///highland.downcast.strike ///rectangular.stand.fleetest ///evolution.prominent ///thickets.radiologist.squeak ///waxing ///hooting.bowlegs ///anchors.aching.fishing ///baked.frosted.loathe ///liquorice.wobble ///ponytail.toast.marching ///cellar.shimmered.supply ///cutest.pickled ///design.bouncing.protruding ///squarer.roots.mocked.relieve ///skillfully.backup.ridge (325, 1310, 591, 1594)
book-spread (46, 46, 2250, 1594)
right-page (1155, 48, 2248, 1464)
column-text-faded: ///provides.mishits.fruits ///shrub.guides.remind ///prevent.reclaim.labels ///figures.triangles.crafted ///where.breath.prices.revamped ///relaxing.some.tutorials ///liquid.sample.drive.bench ///thickened.scarcer.pushed ///cherry.tadpoles.reclaims ///lethargy.optimists.reserves.outsiders ///approves.gloomed.unfolding ///never.sourcing.stapled (1798, 762, 1988, 916)
text-column-2 (325, 70, 593, 1594)
left-page (48, 48, 1153, 1594)
column-text-faded: merely.alike.taxpayers ///drums.messy.speak ///kinds.educates.feathers ///reincarnates.suppress.hiding ///cabinet.witty.stems ///gagging.stem.meanders ///hustling.chunks.sporting ///harder.fumes.stoutly ///initiated.glitter.unselected ///complex.partly.gadgets ///instead.Blanches.onion ///quilt.sentimental.unlinked ///lakeside.curtain.tingle ///tilers.expired.mail ///direct.helicopter.submerge ///truly.discrete.paper ///grieve.shipping.enormous (2011, 867, 2159, 1085)
column-text-faded: ///severely.states.plan ///eyeful.sunscreen.relaxed ///isolated.crashing.chainsaw ///concede.coats.tactical ///shifts.opponent.tempting ///lawfully.clips.rich ///blackbird.remove.applauded ///invents.atom.somewhere ///jars.bulges.billions ///caveman.strike.shifts ///assembled.desires.crouches ///embodied.winded.chess ///adventurer.slide.grain ///bribe.lunge.people ///spelling.lean.prepared ///beefy.highest.elastic.funny ///over.spilled.farms ///beginning.sleeper.bound.spreaders ///something.hoops.comfier ///volcano.scared.smaller ///unearned.worried ///clothing.dips.stepping ///screeners.pythons.hot ///every.shepherds.reports ///luckier.lines.play ///armoring.bikers ///teller.festival.remark ///professor.hills.gutter ///slippery.bride.settler ///feast.reporter.bowlers ///deposit.hiding.judges ///gridline.rollers.cemented ///eliminates.reduction.including ///shelving.devices.slow ///ensures.types ///coined.indicators.sturdy ///seats.caress.coils ///fiddling.brakes.pebbles ///tempted.lobster.tenants ///bravo.bridge.forensic ///mine.roughened.perkier (601, 827, 867, 1112)
column-text-faded: ascends.value.duffed ///closed.droplet.discs ///months.cabinet.look ///gets.hurricane.penned ///tinder.household.comforted ///standing.legroom.declaims ///buck.keeps.successor ///snacks.expiring.goes ///seashell.booklets.recharge ///fissured.helping ///vacationer.shampoo.tremblers.runways ///protracts.radiating ///fully.burying.folks ///nearest.poets.willpower ///growling.flap.licensed ///whirlwind.screamed.surgical ///partly.scrubber.entitled ///hostile.lake.noble ///trump.strongholds.groomsman ///complice.warning.motel ///horseshoe.moved.yachts ///cards.widely.willing ///tap.banker.vibrates ///loopholes.scrapers.bosses ///graphs.skillets.tagging.inkwell (50, 1115, 316, 1308)
column-text-faded: ///severely.states.plan ///eyeful.sunscreen.relaxed ///isolated.crashing.chainsaw ///concede.coats.tactical ///shifts.opponent.tempting ///lawfully.clips.rich ///blackbird.remove.applauded ///invents.atom.somewhere ///jars.bulges.billions ///caveman.strike.shifts ///assembled.desires.crouches ///embodied.winded.chess ///adventurer.slide.grain ///bribe.lunge.people ///spelling.lean.prepared ///beefy.highest.elastic.funny ///over.spilled.farms ///beginning.sleeper.bound.spreaders ///something.hoops.comfier ///volcano.scared.smaller ///unearned.worried ///clothing.dips.stepping ///screeners.pythons.hot ///every.shepherds.reports ///luckier.lines.play ///armoring.bikers ///teller.festival.remark ///professor.hills.gutter ///slippery.bride.settler ///feast.reporter.bowlers ///deposit.hiding.judges ///gridline.rollers.cemented ///eliminates.reduction.including ///shelving.devices.slow ///ensures.types ///coined.indicators.sturdy ///seats.caress.coils ///fiddling.brakes.pebbles ///tempted.lobster.tenants ///bravo.bridge.forensic ///mine.roughened.perkier (325, 606, 591, 890)
column-text-faded: clipped ///chasingly.health.flagging ///asserts.radar.guarded ///jobs.concluded.antacids ///rosier.slack ///soups.forts.maximize ///collision ///offstage.thumbs.sides ///clay.sweat.wraps ///retro.lecture.cancel ///enjoy.sample ///skiers.gasp.mixed ///agent.grind (1798, 919, 1998, 1020)
